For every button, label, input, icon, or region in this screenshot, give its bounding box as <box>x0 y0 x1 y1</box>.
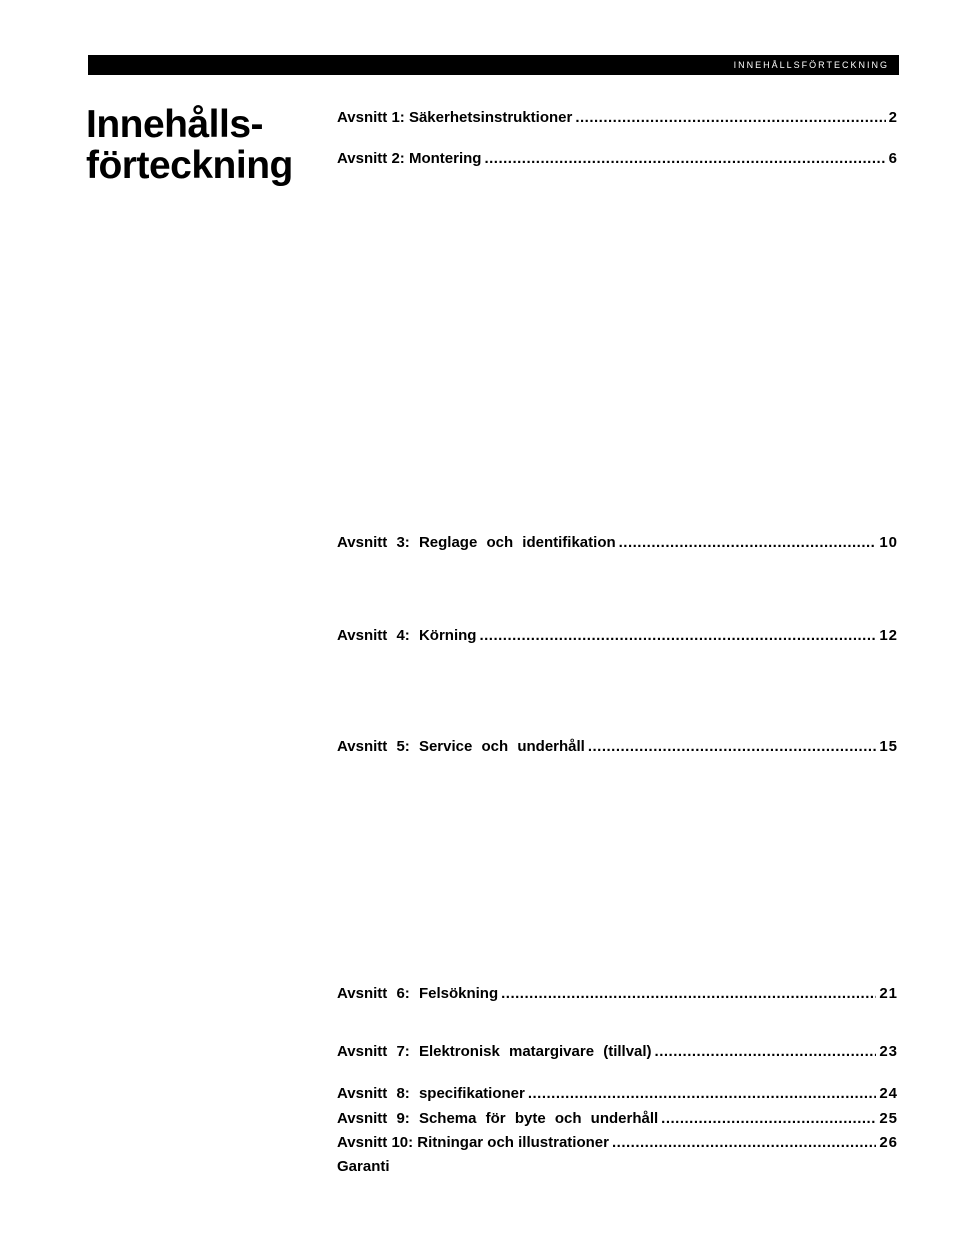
toc-entry-label: Avsnitt 6: Felsökning <box>337 985 499 1002</box>
toc-entry-page: 23 <box>879 1043 898 1060</box>
toc-entry-section-1[interactable] <box>337 108 898 128</box>
toc-dot-leader <box>479 626 876 646</box>
toc-entry-section-8[interactable] <box>337 1084 898 1104</box>
toc-entry-page: 24 <box>879 1085 898 1102</box>
toc-entry-section-5[interactable] <box>337 737 898 757</box>
header-section-title: INNEHÅLLSFÖRTECKNING <box>733 60 889 70</box>
toc-entry-page: 26 <box>879 1134 898 1151</box>
page-title-line-2: förteckning <box>86 144 293 187</box>
toc-entry-label: Avsnitt 10: Ritningar och illustrationer <box>337 1134 609 1151</box>
toc-dot-leader <box>612 1133 876 1153</box>
toc-dot-leader <box>655 1042 877 1062</box>
toc-dot-leader <box>661 1109 876 1129</box>
toc-entry-page: 10 <box>879 534 898 551</box>
toc-entry-page: 21 <box>879 985 898 1002</box>
toc-entry-warranty[interactable] <box>337 1157 898 1177</box>
toc-entry-section-3[interactable] <box>337 533 898 553</box>
toc-entry-label: Avsnitt 9: Schema för byte och underhåll <box>337 1110 659 1127</box>
toc-entry-label: Avsnitt 1: Säkerhetsinstruktioner <box>337 109 573 126</box>
toc-entry-page: 25 <box>879 1110 898 1127</box>
page-title <box>86 104 326 186</box>
toc-dot-leader <box>484 149 885 169</box>
toc-dot-leader <box>528 1084 876 1104</box>
toc-entry-page: 6 <box>888 150 898 167</box>
header-bar <box>88 55 899 75</box>
toc-dot-leader <box>575 108 885 128</box>
toc-dot-leader <box>588 737 876 757</box>
toc-dot-leader <box>501 984 876 1004</box>
toc-entry-section-4[interactable] <box>337 626 898 646</box>
toc-entry-page: 15 <box>879 738 898 755</box>
page-title-line-1: Innehålls- <box>86 103 264 146</box>
toc-entry-section-6[interactable] <box>337 984 898 1004</box>
toc-entry-label: Avsnitt 4: Körning <box>337 627 477 644</box>
toc-entry-section-2[interactable] <box>337 149 898 169</box>
toc-entry-section-7[interactable] <box>337 1042 898 1062</box>
toc-entry-section-10[interactable] <box>337 1133 898 1153</box>
toc-dot-leader <box>619 533 877 553</box>
toc-entry-label: Avsnitt 3: Reglage och identifikation <box>337 534 616 551</box>
toc-entry-section-9[interactable] <box>337 1109 898 1129</box>
toc-entry-label: Avsnitt 7: Elektronisk matargivare (tillval) <box>337 1043 652 1060</box>
toc-entry-label: Avsnitt 8: specifikationer <box>337 1085 525 1102</box>
toc-entry-page: 12 <box>879 627 898 644</box>
toc-entry-page: 2 <box>888 109 898 126</box>
toc-entry-label: Avsnitt 2: Montering <box>337 150 482 167</box>
toc-entry-label: Garanti <box>337 1158 390 1175</box>
toc-entry-label: Avsnitt 5: Service och underhåll <box>337 738 585 755</box>
